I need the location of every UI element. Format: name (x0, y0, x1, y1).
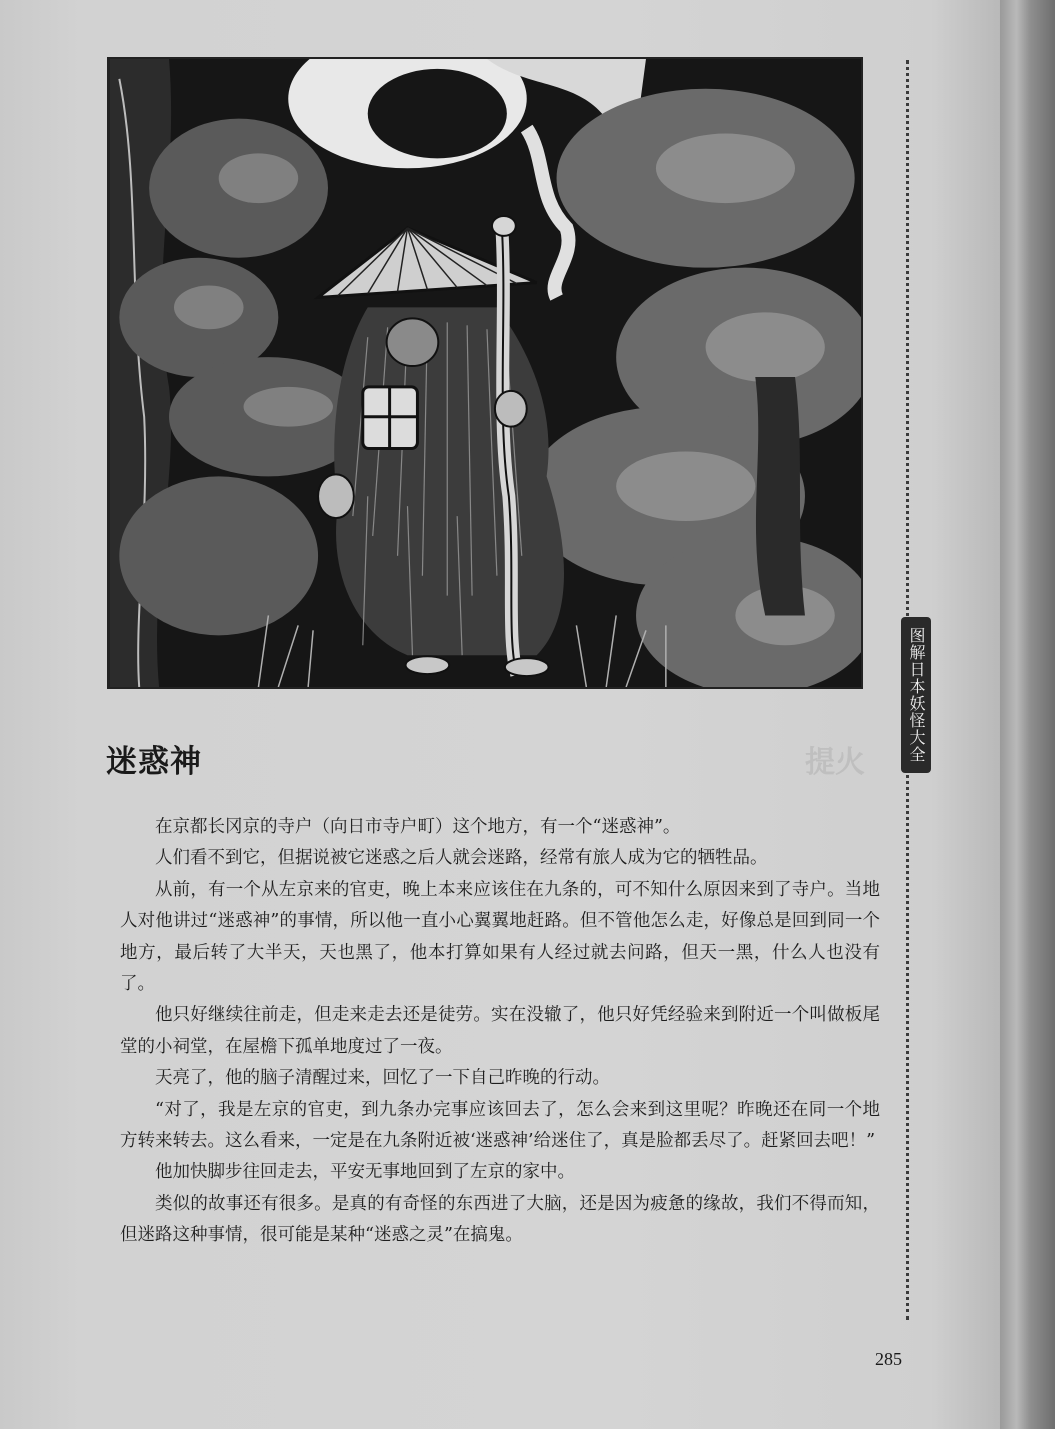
page-edge-shadow (1000, 0, 1055, 1429)
article-title: 迷惑神 (106, 744, 202, 780)
paragraph: 从前，有一个从左京来的官吏，晚上本来应该住在九条的，可不知什么原因来到了寺户。当地人对他讲过“迷惑神”的事情，所以他一直小心翼翼地赶路。但不管他怎么走，好像总是回到同一个地方，最后转了大半天，天也黑了，他本打算如果有人经过就去问路，但天一黑，什么人也没有了。 (120, 879, 880, 995)
book-title-tab: 图解日本妖怪大全 (901, 617, 931, 773)
illustration-artwork (109, 59, 861, 687)
article-body (120, 812, 880, 1252)
paragraph: “对了，我是左京的官吏，到九条办完事应该回去了，怎么会来到这里呢？昨晚还在同一个地方转来转去。这么看来，一定是在九条附近被‘迷惑神’给迷住了，真是脸都丢尽了。赶紧回去吧！” (120, 1099, 880, 1152)
bleed-through-text: 提火 (805, 745, 865, 780)
yokai-illustration (107, 57, 863, 689)
paragraph: 类似的故事还有很多。是真的有奇怪的东西进了大脑，还是因为疲惫的缘故，我们不得而知，但迷路这种事情，很可能是某种“迷惑之灵”在搞鬼。 (120, 1193, 880, 1246)
paragraph: 他只好继续往前走，但走来走去还是徒劳。实在没辙了，他只好凭经验来到附近一个叫做板尾堂的小祠堂，在屋檐下孤单地度过了一夜。 (120, 1005, 880, 1057)
paragraph: 人们看不到它，但据说被它迷惑之后人就会迷路，经常有旅人成为它的牺牲品。 (155, 848, 768, 869)
paragraph: 在京都长冈京的寺户（向日市寺户町）这个地方，有一个“迷惑神”。 (155, 817, 681, 837)
page-number: 285 (875, 1349, 902, 1369)
paragraph: 他加快脚步往回走去，平安无事地回到了左京的家中。 (155, 1162, 575, 1183)
paragraph: 天亮了，他的脑子清醒过来，回忆了一下自己昨晚的行动。 (155, 1068, 610, 1089)
